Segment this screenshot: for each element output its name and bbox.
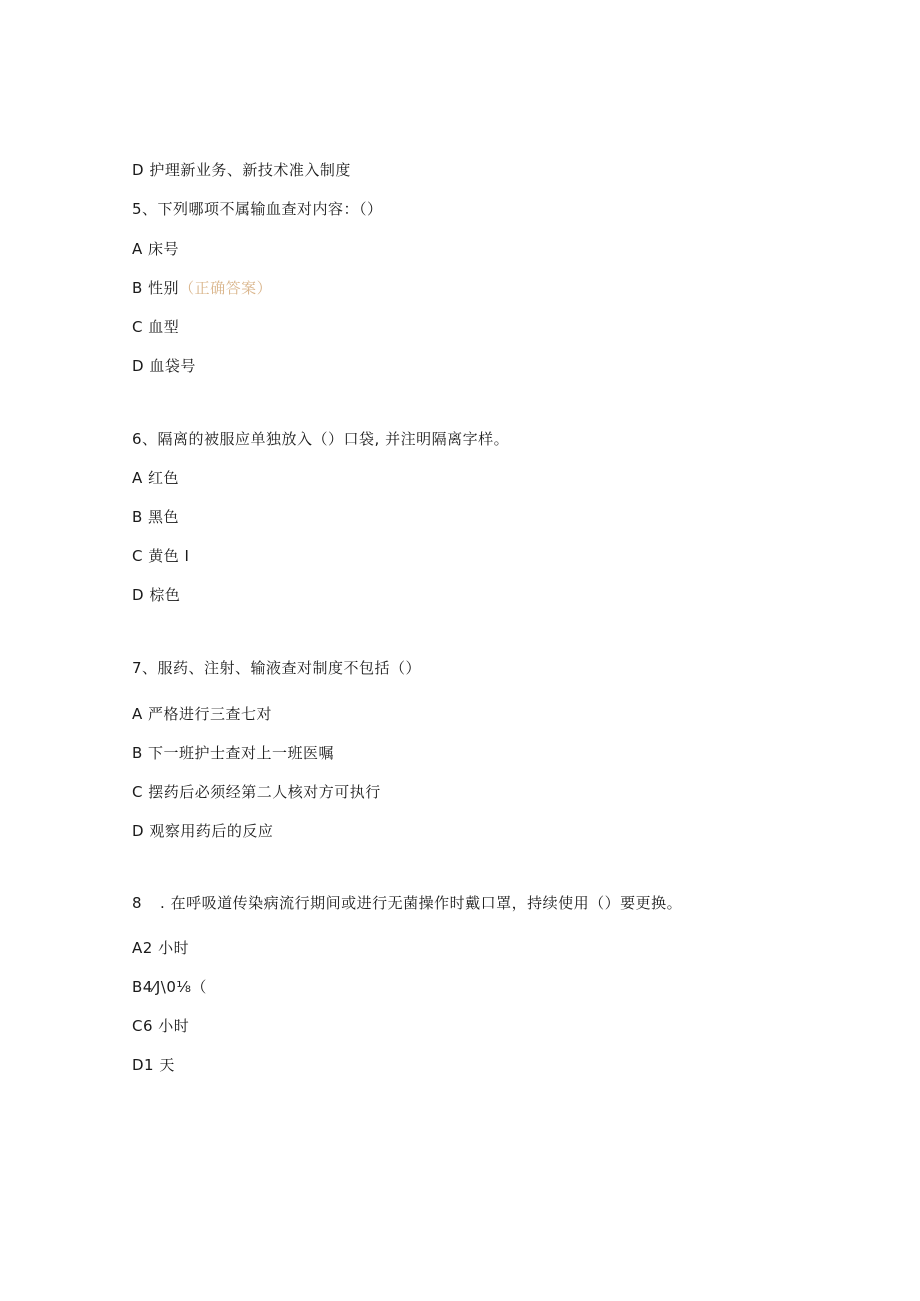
question-8-text: . 在呼吸道传染病流行期间或进行无菌操作时戴口罩，持续使用（）要更换。: [160, 894, 683, 912]
option-5b: [132, 278, 272, 298]
question-8-stem: [132, 893, 682, 913]
option-6d: D 棕色: [132, 586, 181, 604]
option-5b-text: B 性别: [132, 279, 180, 297]
option-4d: D 护理新业务、新技术准入制度: [132, 161, 351, 179]
option-8b: B4⁄J\0⅛（: [132, 978, 207, 996]
question-8-number: 8: [132, 894, 143, 912]
option-8c: C6 小时: [132, 1017, 190, 1035]
option-5d: D 血袋号: [132, 357, 196, 375]
option-5c: C 血型: [132, 318, 180, 336]
option-7b: B 下一班护士查对上一班医嘱: [132, 744, 335, 762]
option-7a: A 严格进行三查七对: [132, 705, 273, 723]
option-8a: A2 小时: [132, 939, 190, 957]
option-7c: C 摆药后必须经第二人核对方可执行: [132, 783, 381, 801]
option-6a: A 红色: [132, 469, 180, 487]
option-6b: B 黑色: [132, 508, 180, 526]
option-7d: D 观察用药后的反应: [132, 822, 274, 840]
question-5-stem: 5、下列哪项不属输血查对内容：（）: [132, 200, 383, 218]
option-8d: D1 天: [132, 1056, 175, 1074]
option-6c: C 黄色 I: [132, 547, 190, 565]
correct-answer-mark: （正确答案）: [179, 279, 273, 297]
question-6-stem: 6、隔离的被服应单独放入（）口袋, 并注明隔离字样。: [132, 430, 510, 448]
option-5a: A 床号: [132, 240, 180, 258]
question-7-stem: 7、服药、注射、输液查对制度不包括（）: [132, 659, 422, 677]
